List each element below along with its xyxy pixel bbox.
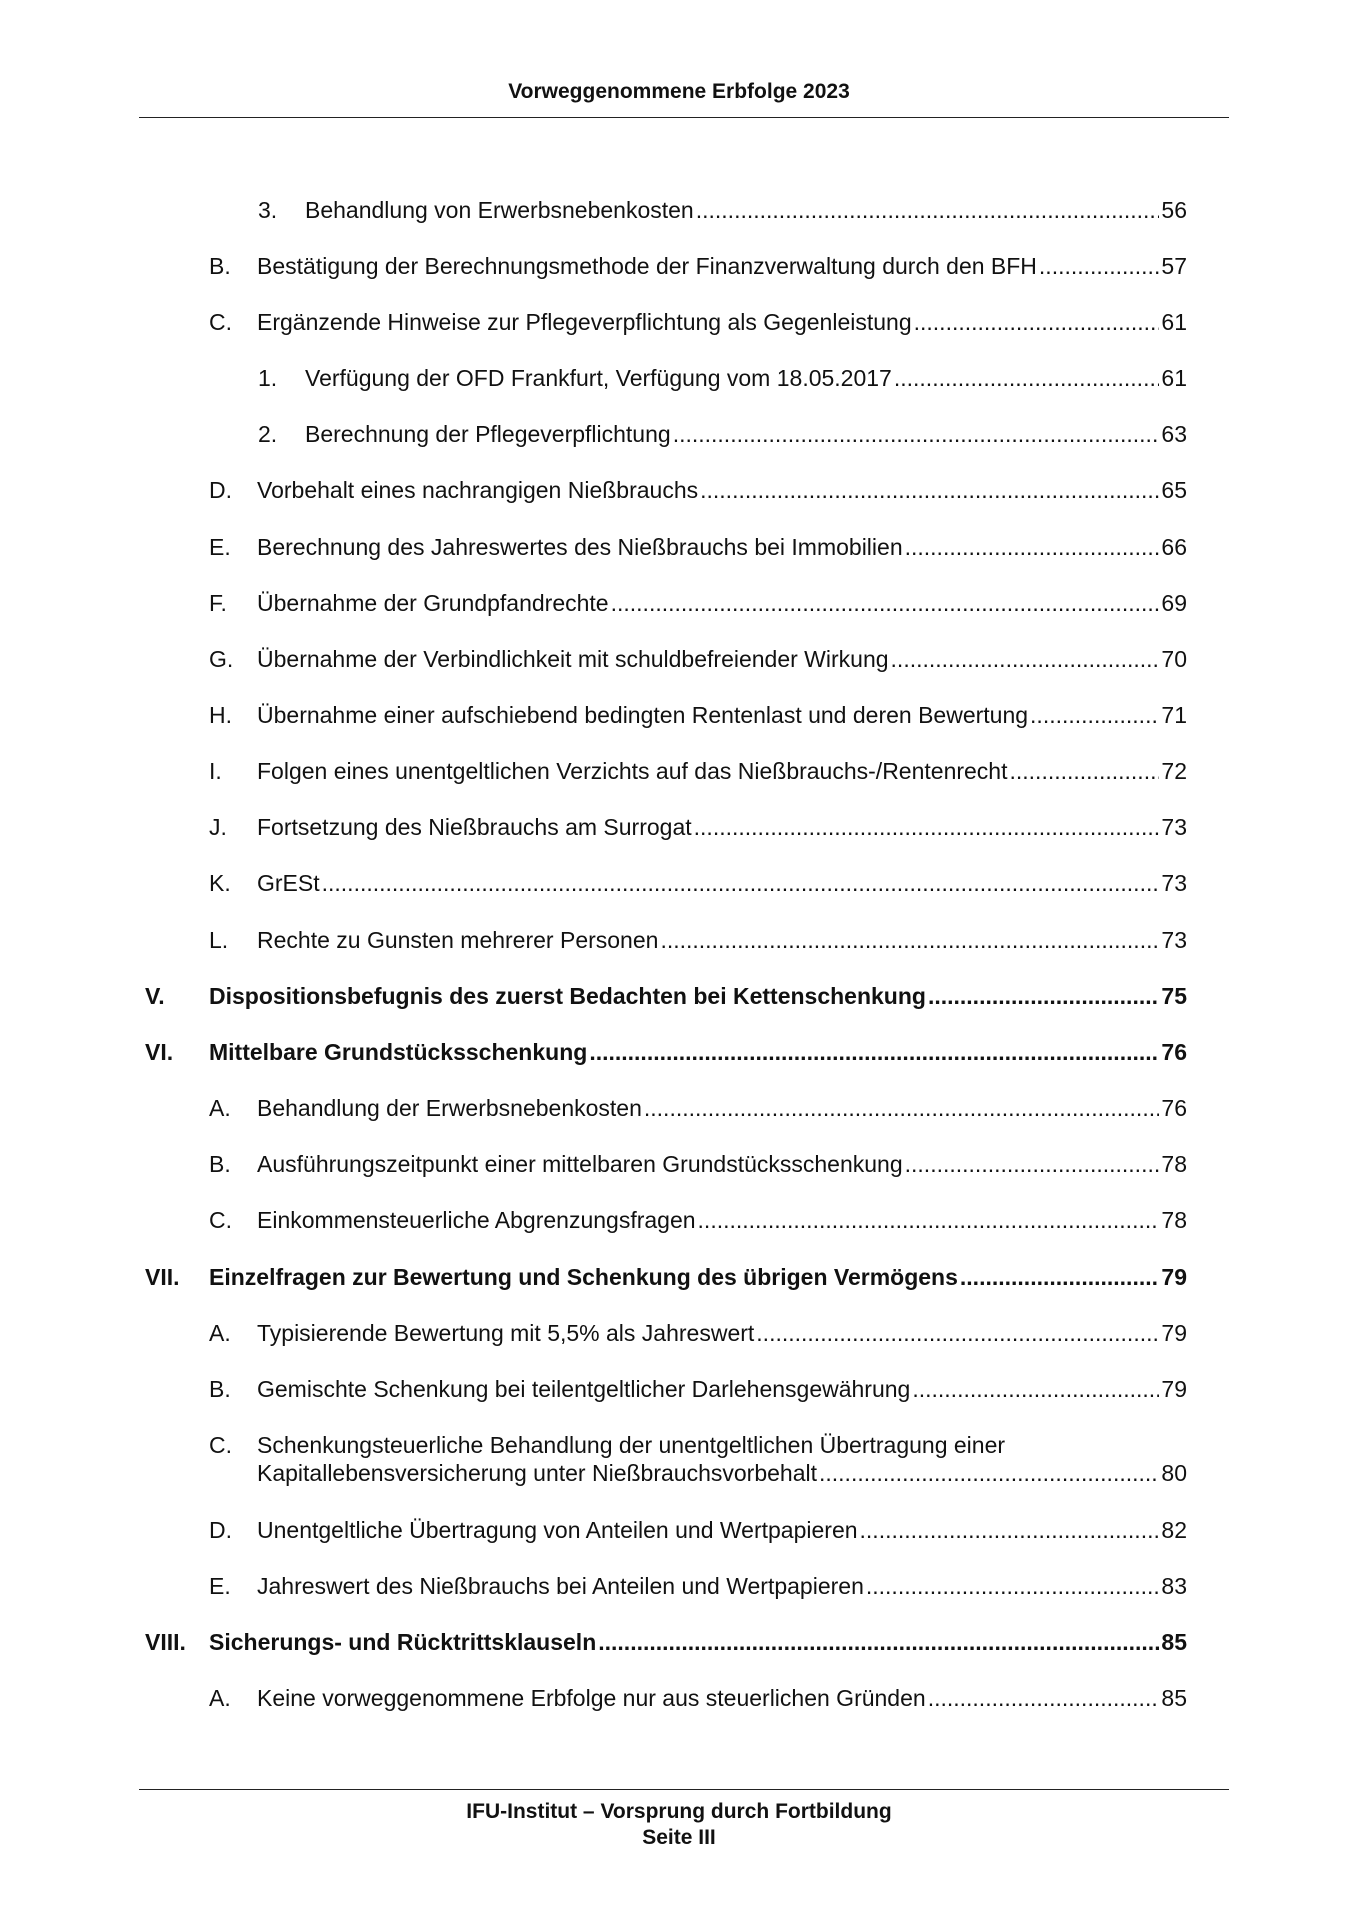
dot-leader bbox=[694, 813, 1159, 841]
dot-leader bbox=[912, 1375, 1159, 1403]
dot-leader bbox=[698, 1206, 1159, 1234]
dot-leader bbox=[673, 420, 1159, 448]
toc-entry-number: A. bbox=[209, 1095, 231, 1121]
dot-leader bbox=[696, 196, 1159, 224]
toc-entry-number: K. bbox=[209, 870, 231, 896]
toc-entry-number: D. bbox=[209, 477, 232, 503]
dot-leader bbox=[819, 1459, 1159, 1487]
toc-entry-number: G. bbox=[209, 646, 234, 672]
dot-leader bbox=[589, 1038, 1159, 1066]
toc-entry-page: 85 bbox=[1161, 1685, 1187, 1711]
dot-leader bbox=[866, 1572, 1159, 1600]
toc-entry-title: Übernahme der Grundpfandrechte bbox=[257, 590, 609, 616]
toc-entry-title: Einzelfragen zur Bewertung und Schenkung des übrigen Vermögens bbox=[209, 1264, 958, 1290]
toc-entry-number: 3. bbox=[258, 197, 278, 223]
toc-entry-number: F. bbox=[209, 590, 227, 616]
toc-entry-number: H. bbox=[209, 702, 232, 728]
dot-leader bbox=[860, 1516, 1159, 1544]
toc-entry-page: 76 bbox=[1161, 1039, 1187, 1065]
page-number: Seite III bbox=[642, 1826, 716, 1849]
toc-entry-page: 69 bbox=[1161, 590, 1187, 616]
toc-entry-page: 61 bbox=[1161, 365, 1187, 391]
toc-entry-page: 57 bbox=[1161, 253, 1187, 279]
toc-entry-page: 79 bbox=[1161, 1320, 1187, 1346]
toc-entry-title: Behandlung von Erwerbsnebenkosten bbox=[305, 197, 694, 223]
toc-entry-title: Einkommensteuerliche Abgrenzungsfragen bbox=[257, 1207, 696, 1233]
toc-entry-title: Bestätigung der Berechnungsmethode der Finanzverwaltung durch den BFH bbox=[257, 253, 1037, 279]
footer-institute: IFU-Institut – Vorsprung durch Fortbildung bbox=[466, 1800, 892, 1823]
toc-entry-page: 79 bbox=[1161, 1376, 1187, 1402]
toc-entry-title: Jahreswert des Nießbrauchs bei Anteilen und Wertpapieren bbox=[257, 1573, 864, 1599]
toc-entry-title: Mittelbare Grundstücksschenkung bbox=[209, 1039, 588, 1065]
toc-entry-title: Übernahme einer aufschiebend bedingten Rentenlast und deren Bewertung bbox=[257, 702, 1029, 728]
toc-entry-title: Vorbehalt eines nachrangigen Nießbrauchs bbox=[257, 477, 699, 503]
toc-entry-page: 78 bbox=[1161, 1151, 1187, 1177]
dot-leader bbox=[700, 476, 1159, 504]
toc-entry-page: 75 bbox=[1161, 983, 1187, 1009]
toc-entry-title: Dispositionsbefugnis des zuerst Bedachten bei Kettenschenkung bbox=[209, 983, 926, 1009]
dot-leader bbox=[611, 589, 1159, 617]
toc-entry-title: Übernahme der Verbindlichkeit mit schuldbefreiender Wirkung bbox=[257, 646, 889, 672]
toc-entry-title: Ausführungszeitpunkt einer mittelbaren Grundstücksschenkung bbox=[257, 1151, 903, 1177]
toc-entry-number: 2. bbox=[258, 421, 278, 447]
toc-entry-page: 65 bbox=[1161, 477, 1187, 503]
toc-entry-page: 85 bbox=[1161, 1629, 1187, 1655]
toc-entry-page: 61 bbox=[1161, 309, 1187, 335]
dot-leader bbox=[1030, 701, 1159, 729]
footer-rule bbox=[139, 1789, 1229, 1790]
toc-entry-number: I. bbox=[209, 758, 222, 784]
toc-entry-number: C. bbox=[209, 1207, 232, 1233]
toc-entry-title-line1: Schenkungsteuerliche Behandlung der unentgeltlichen Übertragung einer bbox=[257, 1432, 1006, 1458]
toc-entry-page: 73 bbox=[1161, 927, 1187, 953]
toc-entry-number: VIII. bbox=[145, 1629, 186, 1655]
toc-entry-page: 72 bbox=[1161, 758, 1187, 784]
toc-entry-number: A. bbox=[209, 1320, 231, 1346]
toc-entry-page: 80 bbox=[1161, 1460, 1187, 1486]
toc-entry-number: VI. bbox=[145, 1039, 174, 1065]
toc-entry-number: B. bbox=[209, 1151, 231, 1177]
toc-entry-number: D. bbox=[209, 1517, 232, 1543]
dot-leader bbox=[894, 364, 1159, 392]
toc-entry-number: L. bbox=[209, 927, 229, 953]
dot-leader bbox=[960, 1263, 1159, 1291]
toc-entry-title: Verfügung der OFD Frankfurt, Verfügung vom 18.05.2017 bbox=[305, 365, 892, 391]
toc-entry-number: C. bbox=[209, 309, 232, 335]
toc-entry-page: 73 bbox=[1161, 814, 1187, 840]
toc-entry-title: Berechnung des Jahreswertes des Nießbrauchs bei Immobilien bbox=[257, 534, 903, 560]
dot-leader bbox=[928, 982, 1159, 1010]
toc-entry-number: VII. bbox=[145, 1264, 180, 1290]
toc-entry-title: Rechte zu Gunsten mehrerer Personen bbox=[257, 927, 659, 953]
dot-leader bbox=[598, 1628, 1159, 1656]
dot-leader bbox=[1039, 252, 1159, 280]
toc-entry-number: C. bbox=[209, 1432, 232, 1458]
dot-leader bbox=[322, 869, 1159, 897]
toc-entry-number: E. bbox=[209, 534, 231, 560]
toc-entry-number: E. bbox=[209, 1573, 231, 1599]
toc-entry-title: Ergänzende Hinweise zur Pflegeverpflichtung als Gegenleistung bbox=[257, 309, 912, 335]
toc-entry-title: Sicherungs- und Rücktrittsklauseln bbox=[209, 1629, 597, 1655]
header-title: Vorweggenommene Erbfolge 2023 bbox=[508, 80, 850, 103]
toc-entry-title: Unentgeltliche Übertragung von Anteilen und Wertpapieren bbox=[257, 1517, 858, 1543]
toc-entry-title: Keine vorweggenommene Erbfolge nur aus steuerlichen Gründen bbox=[257, 1685, 926, 1711]
toc-entry-page: 63 bbox=[1161, 421, 1187, 447]
toc-entry-number: J. bbox=[209, 814, 227, 840]
toc-entry-page: 66 bbox=[1161, 534, 1187, 560]
toc-entry-page: 71 bbox=[1161, 702, 1187, 728]
toc-entry-page: 70 bbox=[1161, 646, 1187, 672]
dot-leader bbox=[756, 1319, 1159, 1347]
toc-entry-page: 78 bbox=[1161, 1207, 1187, 1233]
toc-entry-number: V. bbox=[145, 983, 165, 1009]
toc-entry-title: Berechnung der Pflegeverpflichtung bbox=[305, 421, 671, 447]
toc-entry-page: 83 bbox=[1161, 1573, 1187, 1599]
toc-entry-page: 76 bbox=[1161, 1095, 1187, 1121]
toc-entry-title: Folgen eines unentgeltlichen Verzichts auf das Nießbrauchs-/Rentenrecht bbox=[257, 758, 1008, 784]
dot-leader bbox=[891, 645, 1159, 673]
toc-entry-title: Fortsetzung des Nießbrauchs am Surrogat bbox=[257, 814, 692, 840]
toc-entry-title: Gemischte Schenkung bei teilentgeltlicher Darlehensgewährung bbox=[257, 1376, 911, 1402]
dot-leader bbox=[914, 308, 1159, 336]
toc-entry-number: 1. bbox=[258, 365, 278, 391]
toc-entry-title: Kapitallebensversicherung unter Nießbrauchsvorbehalt bbox=[257, 1460, 817, 1486]
toc-entry-number: A. bbox=[209, 1685, 231, 1711]
toc-entry-page: 79 bbox=[1161, 1264, 1187, 1290]
dot-leader bbox=[905, 1150, 1159, 1178]
dot-leader bbox=[644, 1094, 1159, 1122]
toc-entry-number: B. bbox=[209, 253, 231, 279]
toc-entry-title: GrESt bbox=[257, 870, 320, 896]
dot-leader bbox=[928, 1684, 1159, 1712]
dot-leader bbox=[905, 533, 1159, 561]
dot-leader bbox=[1010, 757, 1160, 785]
toc-entry-page: 56 bbox=[1161, 197, 1187, 223]
toc-entry-title: Behandlung der Erwerbsnebenkosten bbox=[257, 1095, 642, 1121]
toc-entry-page: 82 bbox=[1161, 1517, 1187, 1543]
toc-entry-number: B. bbox=[209, 1376, 231, 1402]
toc-entry-title: Typisierende Bewertung mit 5,5% als Jahreswert bbox=[257, 1320, 755, 1346]
dot-leader bbox=[660, 926, 1159, 954]
toc-entry-page: 73 bbox=[1161, 870, 1187, 896]
